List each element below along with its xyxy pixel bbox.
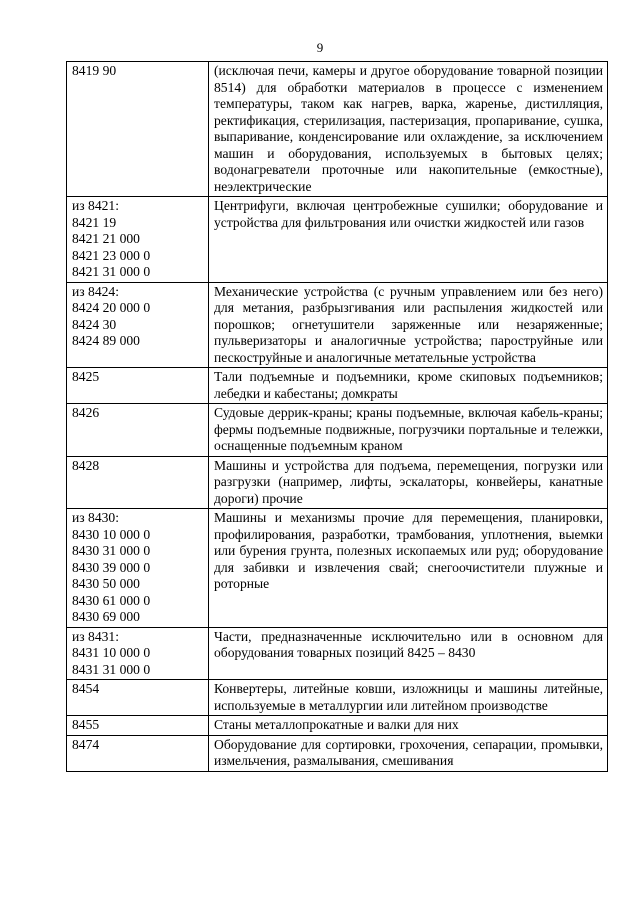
tariff-code: из 8421: bbox=[72, 198, 120, 213]
table-row bbox=[67, 735, 608, 771]
tariff-code: 8430 61 000 0 bbox=[72, 592, 151, 608]
table-row bbox=[67, 456, 608, 509]
description-cell: (исключая печи, камеры и другое оборудование товарной позиции 8514) для обработки материалов в процессе с изменением температуры, таком как нагрев, варка, жаренье, дистилляция, ректификация, стерилизация, пастеризация, пропаривание, сушка, выпаривание, конденсирование или охлаждение, за исключением машин и оборудования, используемых в бытовых целях; водонагреватели проточные или накопительные (емкостные), неэлектрические bbox=[209, 62, 608, 197]
table-row bbox=[67, 716, 608, 736]
table-row bbox=[67, 509, 608, 628]
tariff-code-table bbox=[66, 61, 608, 772]
code-cell bbox=[67, 404, 209, 457]
tariff-code: 8428 bbox=[72, 457, 100, 473]
code-cell bbox=[67, 627, 209, 680]
description-cell: Машины и устройства для подъема, перемещения, погрузки или разгрузки (например, лифты, эскалаторы, конвейеры, канатные дороги) прочие bbox=[209, 456, 608, 509]
tariff-code: 8421 31 000 0 bbox=[72, 264, 151, 279]
tariff-code: 8424 30 bbox=[72, 316, 117, 332]
tariff-code: 8430 10 000 0 bbox=[72, 526, 151, 542]
table-row bbox=[67, 404, 608, 457]
code-cell bbox=[67, 456, 209, 509]
code-cell bbox=[67, 509, 209, 628]
tariff-code: 8430 39 000 0 bbox=[72, 559, 151, 575]
code-cell bbox=[67, 716, 209, 736]
tariff-code: 8426 bbox=[72, 405, 100, 420]
table-row bbox=[67, 680, 608, 716]
table-row bbox=[67, 282, 608, 368]
tariff-code: из 8430: bbox=[72, 510, 120, 525]
tariff-code: 8424 20 000 0 bbox=[72, 300, 151, 315]
tariff-code: из 8431: bbox=[72, 628, 120, 644]
table-row bbox=[67, 368, 608, 404]
tariff-code: 8430 50 000 bbox=[72, 576, 140, 591]
code-cell bbox=[67, 197, 209, 283]
description-cell: Тали подъемные и подъемники, кроме скиповых подъемников; лебедки и кабестаны; домкраты bbox=[209, 368, 608, 404]
tariff-code: 8421 19 bbox=[72, 214, 117, 230]
tariff-code: 8419 90 bbox=[72, 63, 117, 78]
description-cell: Оборудование для сортировки, грохочения, сепарации, промывки, измельчения, размалывания, смешивания bbox=[209, 735, 608, 771]
code-cell bbox=[67, 282, 209, 368]
code-cell bbox=[67, 680, 209, 716]
description-cell: Части, предназначенные исключительно или в основном для оборудования товарных позиций 8425 – 8430 bbox=[209, 627, 608, 680]
page-bottom-margin bbox=[0, 841, 640, 905]
tariff-code: 8474 bbox=[72, 736, 100, 752]
table-row bbox=[67, 62, 608, 197]
description-cell: Машины и механизмы прочие для перемещения, планировки, профилирования, разработки, трамбования, уплотнения, выемки или бурения грунта, полезных ископаемых или руд; оборудование для забивки и извлечения свай; снегоочистители плужные и роторные bbox=[209, 509, 608, 628]
tariff-code: 8431 10 000 0 bbox=[72, 645, 151, 660]
tariff-code: 8421 21 000 bbox=[72, 231, 140, 246]
table-row bbox=[67, 627, 608, 680]
description-cell: Конвертеры, литейные ковши, изложницы и машины литейные, используемые в металлургии или литейном производстве bbox=[209, 680, 608, 716]
page-number: 9 bbox=[316, 40, 324, 55]
description-cell: Механические устройства (с ручным управлением или без него) для метания, разбрызгивания или распыления жидкостей или порошков; огнетушители заряженные или незаряженные; пульверизаторы и аналогичные устройства; пароструйные или пескоструйные и аналогичные метательные устройства bbox=[209, 282, 608, 368]
tariff-code: 8424 89 000 bbox=[72, 333, 140, 348]
tariff-code: 8425 bbox=[72, 369, 100, 384]
code-cell bbox=[67, 62, 209, 197]
tariff-code: 8455 bbox=[72, 717, 100, 732]
tariff-code: 8454 bbox=[72, 681, 100, 696]
description-cell: Судовые деррик-краны; краны подъемные, включая кабель-краны; фермы подъемные подвижные, погрузчики портальные и тележки, оснащенные подъемным краном bbox=[209, 404, 608, 457]
table-body bbox=[67, 62, 608, 772]
tariff-code: 8430 69 000 bbox=[72, 609, 140, 624]
code-cell bbox=[67, 735, 209, 771]
table-row bbox=[67, 197, 608, 283]
description-cell: Центрифуги, включая центробежные сушилки; оборудование и устройства для фильтрования или очистки жидкостей или газов bbox=[209, 197, 608, 283]
tariff-code: 8431 31 000 0 bbox=[72, 661, 151, 677]
tariff-code: 8430 31 000 0 bbox=[72, 543, 151, 558]
code-cell bbox=[67, 368, 209, 404]
tariff-code: 8421 23 000 0 bbox=[72, 247, 151, 263]
tariff-code: из 8424: bbox=[72, 283, 120, 299]
description-cell: Станы металлопрокатные и валки для них bbox=[209, 716, 608, 736]
